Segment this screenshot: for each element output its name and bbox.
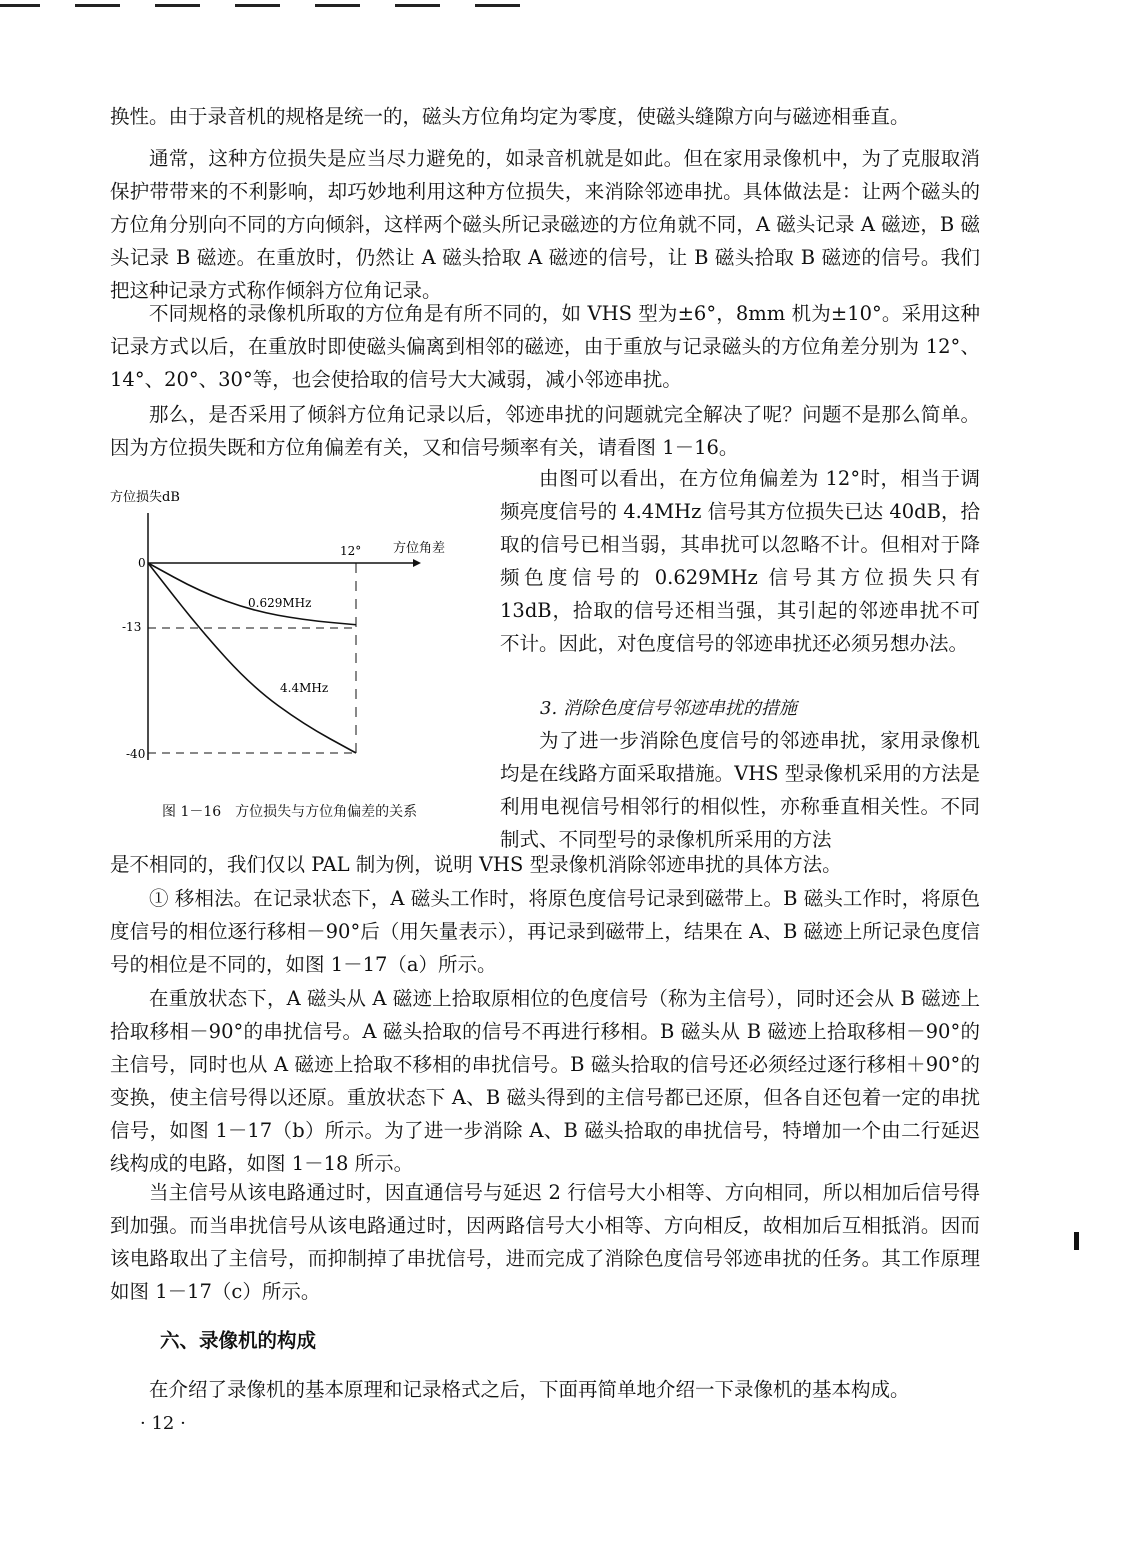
series-line-1 xyxy=(148,563,356,753)
series-label-44: 4.4MHz xyxy=(280,681,329,695)
subsection-heading: 3. 消除色度信号邻迹串扰的措施 xyxy=(540,698,797,719)
series-line-0 xyxy=(148,563,356,625)
paragraph-1: 换性。由于录音机的规格是统一的，磁头方位角均定为零度，使磁头缝隙方向与磁迹相垂直。 xyxy=(110,105,910,128)
right-paragraph-2: 为了进一步消除色度信号的邻迹串扰，家用录像机均是在线路方面采取措施。VHS 型录像机采用的方法是利用电视信号相邻行的相似性，亦称垂直相关性。不同制式、不同型号的录像机所采用的方法 xyxy=(500,729,980,851)
y-tick-13: -13 xyxy=(122,620,142,634)
y-tick-40: -40 xyxy=(126,747,146,761)
azimuth-loss-chart xyxy=(108,485,478,795)
y-tick-0: 0 xyxy=(138,556,146,570)
paragraph-4: 那么，是否采用了倾斜方位角记录以后，邻迹串扰的问题就完全解决了呢？问题不是那么简单。因为方位损失既和方位角偏差有关，又和信号频率有关，请看图 1－16。 xyxy=(110,403,980,459)
paragraph-2: 通常，这种方位损失是应当尽力避免的，如录音机就是如此。但在家用录像机中，为了克服取消保护带带来的不利影响，却巧妙地利用这种方位损失，来消除邻迹串扰。具体做法是：让两个磁头的方位角分别向不同的方向倾斜，这样两个磁头所记录磁迹的方位角就不同，A 磁头记录 A 磁迹，B 磁头记录 B 磁迹。在重放时，仍然让 A 磁头拾取 A 磁迹的信号，让 B 磁头拾取 B 磁迹的信号。我们把这种记录方式称作倾斜方位角记录。 xyxy=(110,147,980,302)
section-heading: 六、录像机的构成 xyxy=(160,1329,317,1352)
paragraph-continuation: 是不相同的，我们仅以 PAL 制为例，说明 VHS 型录像机消除邻迹串扰的具体方法。 xyxy=(110,853,842,876)
y-axis-label: 方位损失dB xyxy=(110,490,180,505)
margin-mark xyxy=(1074,1232,1079,1250)
series-label-0629: 0.629MHz xyxy=(248,596,312,610)
top-rule xyxy=(0,4,560,10)
paragraph-7: 当主信号从该电路通过时，因直通信号与延迟 2 行信号大小相等、方向相同，所以相加后信号得到加强。而当串扰信号从该电路通过时，因两路信号大小相等、方向相反，故相加后互相抵消。因而该电路取出了主信号，而抑制掉了串扰信号，进而完成了消除色度信号邻迹串扰的任务。其工作原理如图 1－17（c）所示。 xyxy=(110,1181,980,1303)
paragraph-8: 在介绍了录像机的基本原理和记录格式之后，下面再简单地介绍一下录像机的基本构成。 xyxy=(149,1378,910,1401)
page-number: · 12 · xyxy=(140,1413,186,1434)
figure-caption: 图 1－16 方位损失与方位角偏差的关系 xyxy=(162,804,418,820)
paragraph-6: 在重放状态下，A 磁头从 A 磁迹上拾取原相位的色度信号（称为主信号），同时还会从 B 磁迹上拾取移相－90°的串扰信号。A 磁头拾取的信号不再进行移相。B 磁头从 B 磁迹上拾取移相－90°的主信号，同时也从 A 磁迹上拾取不移相的串扰信号。B 磁头拾取的信号还必须经过逐行移相＋90°的变换，使主信号得以还原。重放状态下 A、B 磁头得到的主信号都已还原，但各自还包着一定的串扰信号，如图 1－17（b）所示。为了进一步消除 A、B 磁头拾取的串扰信号，特增加一个由二行延迟线构成的电路，如图 1－18 所示。 xyxy=(110,987,980,1175)
paragraph-5: ① 移相法。在记录状态下，A 磁头工作时，将原色度信号记录到磁带上。B 磁头工作时，将原色度信号的相位逐行移相－90°后（用矢量表示），再记录到磁带上，结果在 A、B 磁迹上所记录色度信号的相位是不同的，如图 1－17（a）所示。 xyxy=(110,887,980,976)
paragraph-3: 不同规格的录像机所取的方位角是有所不同的，如 VHS 型为±6°，8mm 机为±10°。采用这种记录方式以后，在重放时即使磁头偏离到相邻的磁迹，由于重放与记录磁头的方位角差分别为 12°、14°、20°、30°等，也会使拾取的信号大大减弱，减小邻迹串扰。 xyxy=(110,302,980,391)
x-tick-12: 12° xyxy=(340,544,362,558)
right-paragraph-1: 由图可以看出，在方位角偏差为 12°时，相当于调频亮度信号的 4.4MHz 信号其方位损失已达 40dB，拾取的信号已相当弱，其串扰可以忽略不计。但相对于降频色度信号的 0.629MHz 信号其方位损失只有 13dB，拾取的信号还相当强，其引起的邻迹串扰不可不计。因此，对色度信号的邻迹串扰还必须另想办法。 xyxy=(500,467,980,655)
x-axis-label: 方位角差 xyxy=(393,541,446,556)
